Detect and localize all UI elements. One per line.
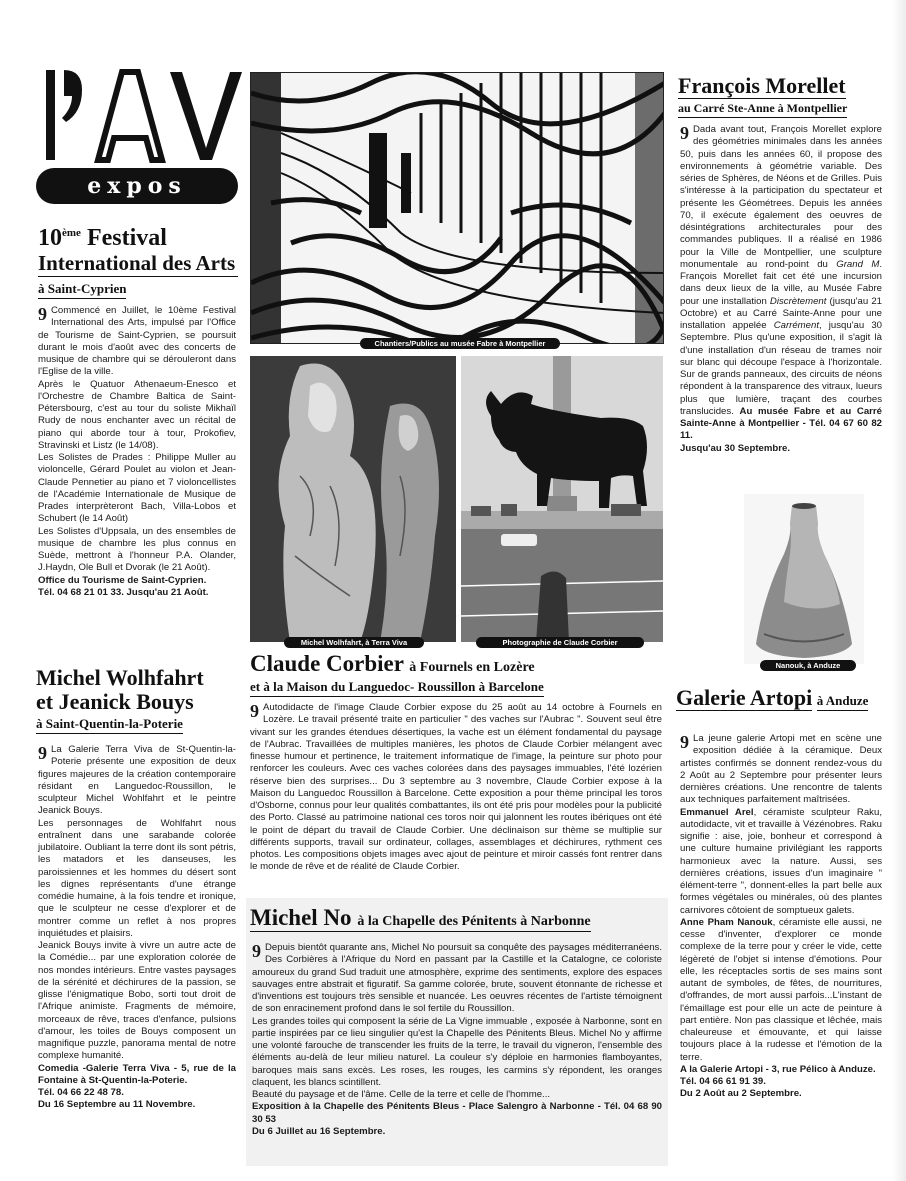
sculpture-photo-caption: Michel Wolhfahrt, à Terra Viva: [284, 637, 424, 648]
paragraph-mark-icon: 9: [38, 304, 47, 324]
vase-photo: [744, 494, 864, 664]
morellet-subtitle: au Carré Ste-Anne à Montpellier: [678, 101, 847, 118]
michel-no-title: [250, 906, 670, 932]
artopi-arel-text: , céramiste sculpteur Raku, autodidacte, vit et travaille à Vézénobres. Raku signifie : aise, joie, bonheur et correspond à une culture humaine privilégiant les rapports harmonieux avec la nature. Aussi, ses dernières créations, issues d'un imaginaire " élément-terre ", donnent-elles la part belle aux formes végétales ou minérales, où des plantes carnivores côtoient de somptueux galets.: [680, 806, 882, 916]
artopi-nanouk-name: Anne Pham Nanouk: [680, 916, 773, 928]
michel-no-paragraph: Les grandes toiles qui composent la série de La Vigne immuable , exposée à Narbonne, sont en partie inspirées par ce lieu singulier qu'est la Chapelle des Pénitents Bleus. Michel No y affirme une volonté farouche de transcender les fruits de la terre, le travail du vigneron, l'ensemble des éléments au-delà de leur milieu naturel. La couleur s'y déploie en harmonies flamboyantes, baroques mais sans excès. Les roses, les rouges, les carmins s'y répondent, les oranges claquent, les blancs scintillent.: [252, 1015, 662, 1088]
morellet-paragraph: [680, 124, 882, 443]
paragraph-mark-icon: 9: [250, 701, 259, 721]
morellet-title: [678, 74, 884, 118]
paragraph-mark-icon: 9: [252, 941, 261, 961]
festival-title-sup: ème: [62, 227, 81, 239]
artopi-title: [676, 686, 886, 711]
bull-photo: [461, 356, 663, 642]
sculpture-photo: [250, 356, 456, 642]
artopi-info: A la Galerie Artopi - 3, rue Pélico à Anduze.: [680, 1063, 876, 1075]
artopi-info-phone: Tél. 04 66 61 91 39.: [680, 1076, 766, 1087]
festival-title-line1: Festival: [86, 225, 167, 251]
morellet-text-a: Dada avant tout, François Morellet explore des géométries minimales dans les années 50, puis dans les années 60, il propose des environnements à géométrie variable. Des séries de Sphères, de Néons et de Grilles. Puis s'intéresse à la participation du spectateur et présente les Géométrees. Depuis les années 70, il exécute également des oeuvres de désintégrations architecturales pour des commandes publiques. Il a réalisé en 1986 pour la Ville de Montpellier, une sculpture monumentale au rond-point du: [680, 124, 882, 270]
festival-title-line2: International des Arts: [38, 252, 238, 277]
morellet-info: Au musée Fabre et au Carré Sainte-Anne à Montpellier - Tél. 04 67 60 82 11.: [680, 405, 882, 442]
wolhfahrt-title-line1: Michel Wolhfahrt: [36, 665, 204, 690]
festival-info: Office du Tourisme de Saint-Cyprien.: [38, 574, 207, 586]
corbier-paragraph: Autodidacte de l'image Claude Corbier expose du 25 août au 14 octobre à Fournels en Lozère. Le travail présenté traite en particulier " des vaches sur l'Aubrac ". Souvent seul être vivant sur les grandes étendues désertiques, la vache est un élément fondamental du paysage de l'Aubrac. Travaillées de multiples manières, les photos de Claude Corbier mélangent avec finesse humour et pertinence, le traitement informatique de l'image, la peinture sur photo pour renforcer les couleurs. Avec ces vaches colorées dans des paysages immuables, l'été lozérien réserve bien des surprises... Du 3 septembre au 3 novembre, Claude Corbier expose à la Maison du Languedoc Roussillon à Barcelone. Cette exposition a pour thème principal les toros d'Osborne, connus pour leur qualités combattantes, ils ont été pris pour modèles pour la publicité des Porto. Classé au patrimoine national ces toros noir qui jalonnent les routes ibériques ont été le point de départ du travail de Claude Corbier. Une déclinaison sur thème se multiplie sur différents supports, travail sur ordinateur, collages, assemblages et déchirures, rythment ces photos. Les compositions objets images avec ajout de peinture et miroir cassés font rentrer dans le monde de rêve et de réalité de Claude Corbier.: [250, 702, 662, 873]
morellet-body: [680, 124, 882, 455]
morellet-carrement: Carrément: [773, 320, 820, 331]
artopi-arel-name: Emmanuel Arel: [680, 806, 754, 818]
festival-body: [38, 305, 236, 599]
festival-paragraph: Les Solistes de Prades : Philippe Muller au violoncelle, Gérard Poulet au violon et Jean-Claude Pennetier au piano et 7 violoncellistes de l'Académie Internationale de Musique de Prades interprèteront Bach, Villa-Lobos et Schubert (le 14 Août): [38, 452, 236, 525]
morellet-grand-m: Grand M: [836, 258, 880, 270]
morellet-text-d: , jusqu'au 30 Septembre. Plus qu'une exposition, il s'agit là d'une installation d'un réseau de trames noir sur blanc qui découpe l'espace à l'horizontale. Sur de grands panneaux, des circuits de néons répondent à la transparence des vitraux, lueurs plus que lumière, traçant des courbes translucides.: [680, 320, 882, 417]
wolhfahrt-subtitle: à Saint-Quentin-la-Poterie: [36, 716, 183, 734]
michel-no-paragraph: Beauté du paysage et de l'âme. Celle de la terre et celle de l'homme...: [252, 1089, 551, 1100]
artopi-arel: [680, 807, 882, 917]
wolhfahrt-info-phone: Tél. 04 66 22 48 78.: [38, 1087, 124, 1098]
michel-no-title-rest: à la Chapelle des Pénitents à Narbonne: [357, 914, 591, 929]
festival-title: [38, 226, 238, 299]
morellet-text-c: (jusqu'au 21 Octobre) et au Carré Sainte-Anne pour une installation appelée: [680, 295, 882, 331]
paragraph-mark-icon: 9: [680, 732, 689, 752]
vase-photo-caption: Nanouk, à Anduze: [760, 660, 856, 671]
artopi-nanouk: [680, 917, 882, 1064]
page-edge: [892, 0, 906, 1181]
paragraph-mark-icon: 9: [680, 123, 689, 143]
corbier-title-rest: à Fournels en Lozère: [409, 660, 535, 675]
michel-no-body: [252, 942, 662, 1138]
wolhfahrt-info-dates: Du 16 Septembre au 11 Novembre.: [38, 1099, 196, 1111]
festival-subtitle: à Saint-Cyprien: [38, 281, 126, 299]
wolhfahrt-title: [36, 666, 242, 734]
section-label: expos: [36, 168, 238, 204]
festival-paragraph: Les Solistes d'Uppsala, un des ensembles de musique de chambre les plus connus en Suède, mettront à l'honneur P.A. Olander, J.Haydn, Ole Bull et Dvorak (le 21 Août).: [38, 525, 236, 574]
artopi-subtitle: à Anduze: [817, 693, 869, 711]
festival-paragraph: Commencé en Juillet, le 10ème Festival International des Arts, impulsé par l'Office de Tourisme de Saint-Cyprien, se poursuit durant le mois d'août avec des concerts de musique de chambre qui se dérouleront dans l'Eglise de la ville.: [38, 305, 236, 378]
installation-photo-caption: Chantiers/Publics au musée Fabre à Montpellier: [360, 338, 560, 349]
paragraph-mark-icon: 9: [38, 743, 47, 763]
morellet-discretement: Discrètement: [769, 295, 827, 307]
festival-info-contact: Tél. 04 68 21 01 33. Jusqu'au 21 Août.: [38, 586, 209, 598]
wolhfahrt-paragraph: La Galerie Terra Viva de St-Quentin-la-Poterie présente une exposition de deux figures majeures de la création contemporaire résidant en Languedoc-Roussillon, le sculpteur Michel Wohlfahrt et le peintre Jeanick Bouys.: [38, 744, 236, 817]
michel-no-paragraph: Depuis bientôt quarante ans, Michel No poursuit sa conquête des paysages méditerranéens. Des Corbières à l'Afrique du Nord en passant par la Castille et la Catalogne, ce coloriste amoureux du grand Sud traduit une atmosphère, exprime des sentiments, explore des espaces sauvages entre abstrait et figuratif. Sa gamme colorée, brute, souvent étonnante de richesse et d'inventions est toujours très sensible et nuancée. Les oeuvres récentes de l'artiste témoignent de son enracinement profond dans le sol fertile du Roussillon.: [252, 942, 662, 1015]
morellet-title-text: François Morellet: [678, 73, 846, 98]
festival-title-number: 10: [38, 225, 62, 251]
wolhfahrt-paragraph: Jeanick Bouys invite à vivre un autre acte de la Comédie... par une exploration colorée de nos mondes intérieurs. Entre vastes paysages de la sérénité et déchirures de la passion, se glisse l'énigmatique Bobo, sorti tout droit de l'Afrique animiste. Fragments de mémoire, morceaux de rêve, traces d'enfance, pulsions d'amour, les toiles de Bouys composent un magnifique puzzle, panorama mental de notre complexe humanité.: [38, 940, 236, 1062]
wolhfahrt-body: [38, 744, 236, 1112]
wolhfahrt-title-line2: et Jeanick Bouys: [36, 689, 194, 715]
michel-no-info: Exposition à la Chapelle des Pénitents Bleus - Place Salengro à Narbonne - Tél. 04 68 90 30 53: [252, 1101, 662, 1125]
artopi-nanouk-text: , céramiste elle aussi, ne cesse d'inventer, d'explorer ce monde complexe de la terre pour y créer le vide, cette légèreté de l'objet si intense d'émotions. Pour elle, les réceptacles sortis de ses mains sont autant de symboles, de fêtes, de nourritures, d'offrandes, de mort aussi parfois...L'instant de l'émaillage est pour elle un acte de peinture à part entière. Non pas classique et lêchée, mais chaleureuse et émouvante, et qui laisse toujours place à la rudesse et l'émotion de la terre.: [680, 916, 883, 1063]
wolhfahrt-info: Comedia -Galerie Terra Viva - 5, rue de la Fontaine à St-Quentin-la-Poterie.: [38, 1062, 236, 1086]
festival-paragraph: Après le Quatuor Athenaeum-Enesco et l'Orchestre de Chambre Baltica de Saint-Pétersbourg, c'est au tour du soliste Mikhaïl Rudy de nous enchanter avec un récital de piano qui aborde tour à tour, Prokofiev, Stravinski et Listz (le 14/08).: [38, 378, 236, 451]
morellet-text-b: . François Morellet fait cet été une incursion dans deux lieux de la ville, au Musée Fabre pour une installation: [680, 258, 882, 307]
artopi-paragraph: La jeune galerie Artopi met en scène une exposition dédiée à la céramique. Deux artistes confirmés se donnent rendez-vous du 2 Août au 2 Septembre pour présenter leurs dernières créations. Une rencontre de talents aux techniques parfaitement maîtrisées.: [680, 733, 882, 806]
artopi-info-dates: Du 2 Août au 2 Septembre.: [680, 1088, 802, 1100]
bull-photo-caption: Photographie de Claude Corbier: [476, 637, 644, 648]
michel-no-title-main: Michel No: [250, 905, 352, 930]
magazine-logo: [42, 62, 242, 174]
installation-photo: [250, 72, 664, 344]
corbier-title: [250, 652, 670, 697]
corbier-body: [250, 702, 662, 874]
corbier-title-main: Claude Corbier: [250, 651, 404, 676]
artopi-body: [680, 733, 882, 1101]
morellet-info-dates: Jusqu'au 30 Septembre.: [680, 442, 790, 454]
artopi-title-text: Galerie Artopi: [676, 685, 813, 710]
corbier-subtitle: et à la Maison du Languedoc- Roussillon à Barcelone: [250, 679, 544, 697]
wolhfahrt-paragraph: Les personnages de Wohlfahrt nous entraînent dans une sarabande colorée jubilatoire. Oubliant la terre dont ils sont pétris, les matadors et les danseuses, les paroissiennes et les hommes du désert sont les dignes représentants d'une étrange comédie humaine, à la fois tendre et ironique, que le sculpteur ne cesse d'explorer et de montrer comme un reflet à nos propres inquiétudes et plaisirs.: [38, 817, 236, 939]
michel-no-info-dates: Du 6 Juillet au 16 Septembre.: [252, 1125, 386, 1137]
